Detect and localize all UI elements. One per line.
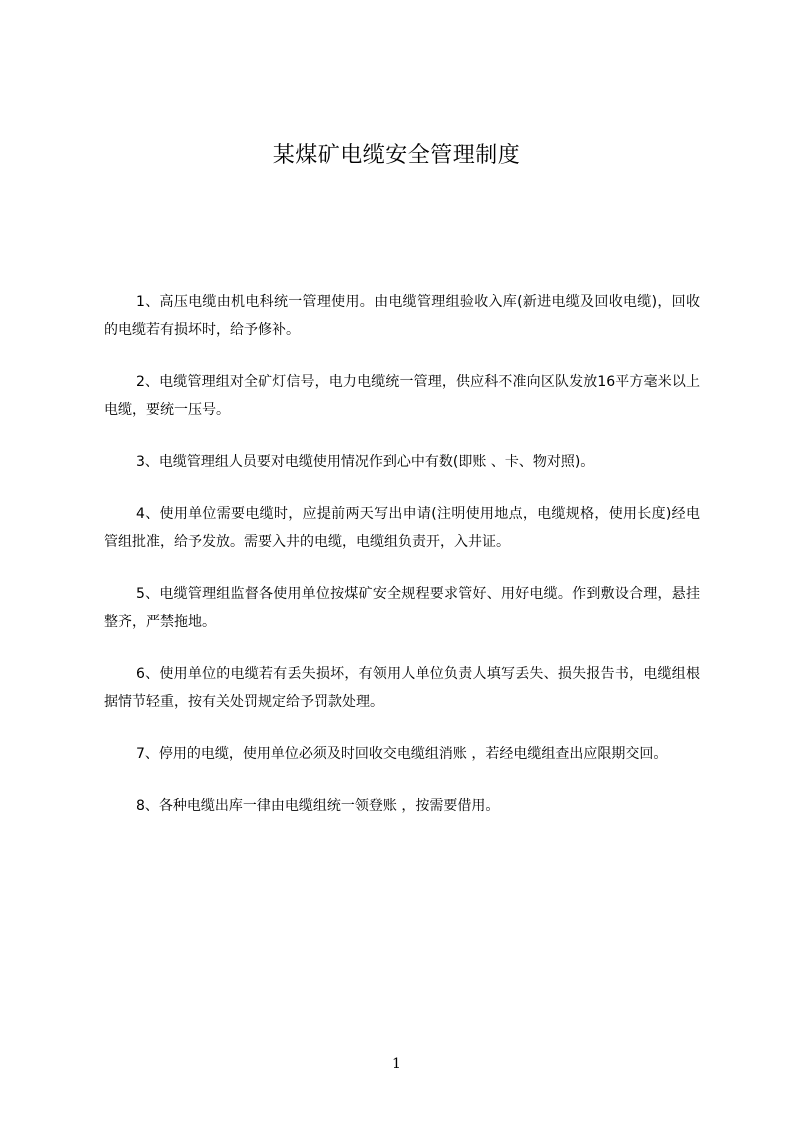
paragraph-4: 4、使用单位需要电缆时，应提前两天写出申请(注明使用地点，电缆规格，使用长度)经电管组批准，给予发放。需要入井的电缆，电缆组负责开，入井证。 [104, 506, 700, 550]
paragraph-8: 8、各种电缆出库一律由电缆组统一领登账 ，按需要借用。 [136, 798, 500, 814]
paragraph-3: 3、电缆管理组人员要对电缆使用情况作到心中有数(即账 、卡、物对照)。 [136, 454, 595, 470]
document-title: 某煤矿电缆安全管理制度 [272, 143, 521, 168]
paragraph-6: 6、使用单位的电缆若有丢失损坏，有领用人单位负责人填写丢失、损失报告书，电缆组根据情节轻重，按有关处罚规定给予罚款处理。 [104, 666, 700, 710]
paragraph-7: 7、停用的电缆，使用单位必须及时回收交电缆组消账 ，若经电缆组查出应限期交回。 [136, 746, 668, 762]
page-number: 1 [392, 1056, 401, 1072]
document-body [104, 288, 700, 844]
paragraph-1: 1、高压电缆由机电科统一管理使用。由电缆管理组验收入库(新进电缆及回收电缆)，回收的电缆若有损坏时，给予修补。 [104, 294, 700, 338]
paragraph-2: 2、电缆管理组对全矿灯信号，电力电缆统一管理，供应科不准向区队发放16平方毫米以上电缆，要统一压号。 [104, 374, 700, 418]
paragraph-5: 5、电缆管理组监督各使用单位按煤矿安全规程要求管好、用好电缆。作到敷设合理，悬挂整齐，严禁拖地。 [104, 586, 700, 630]
